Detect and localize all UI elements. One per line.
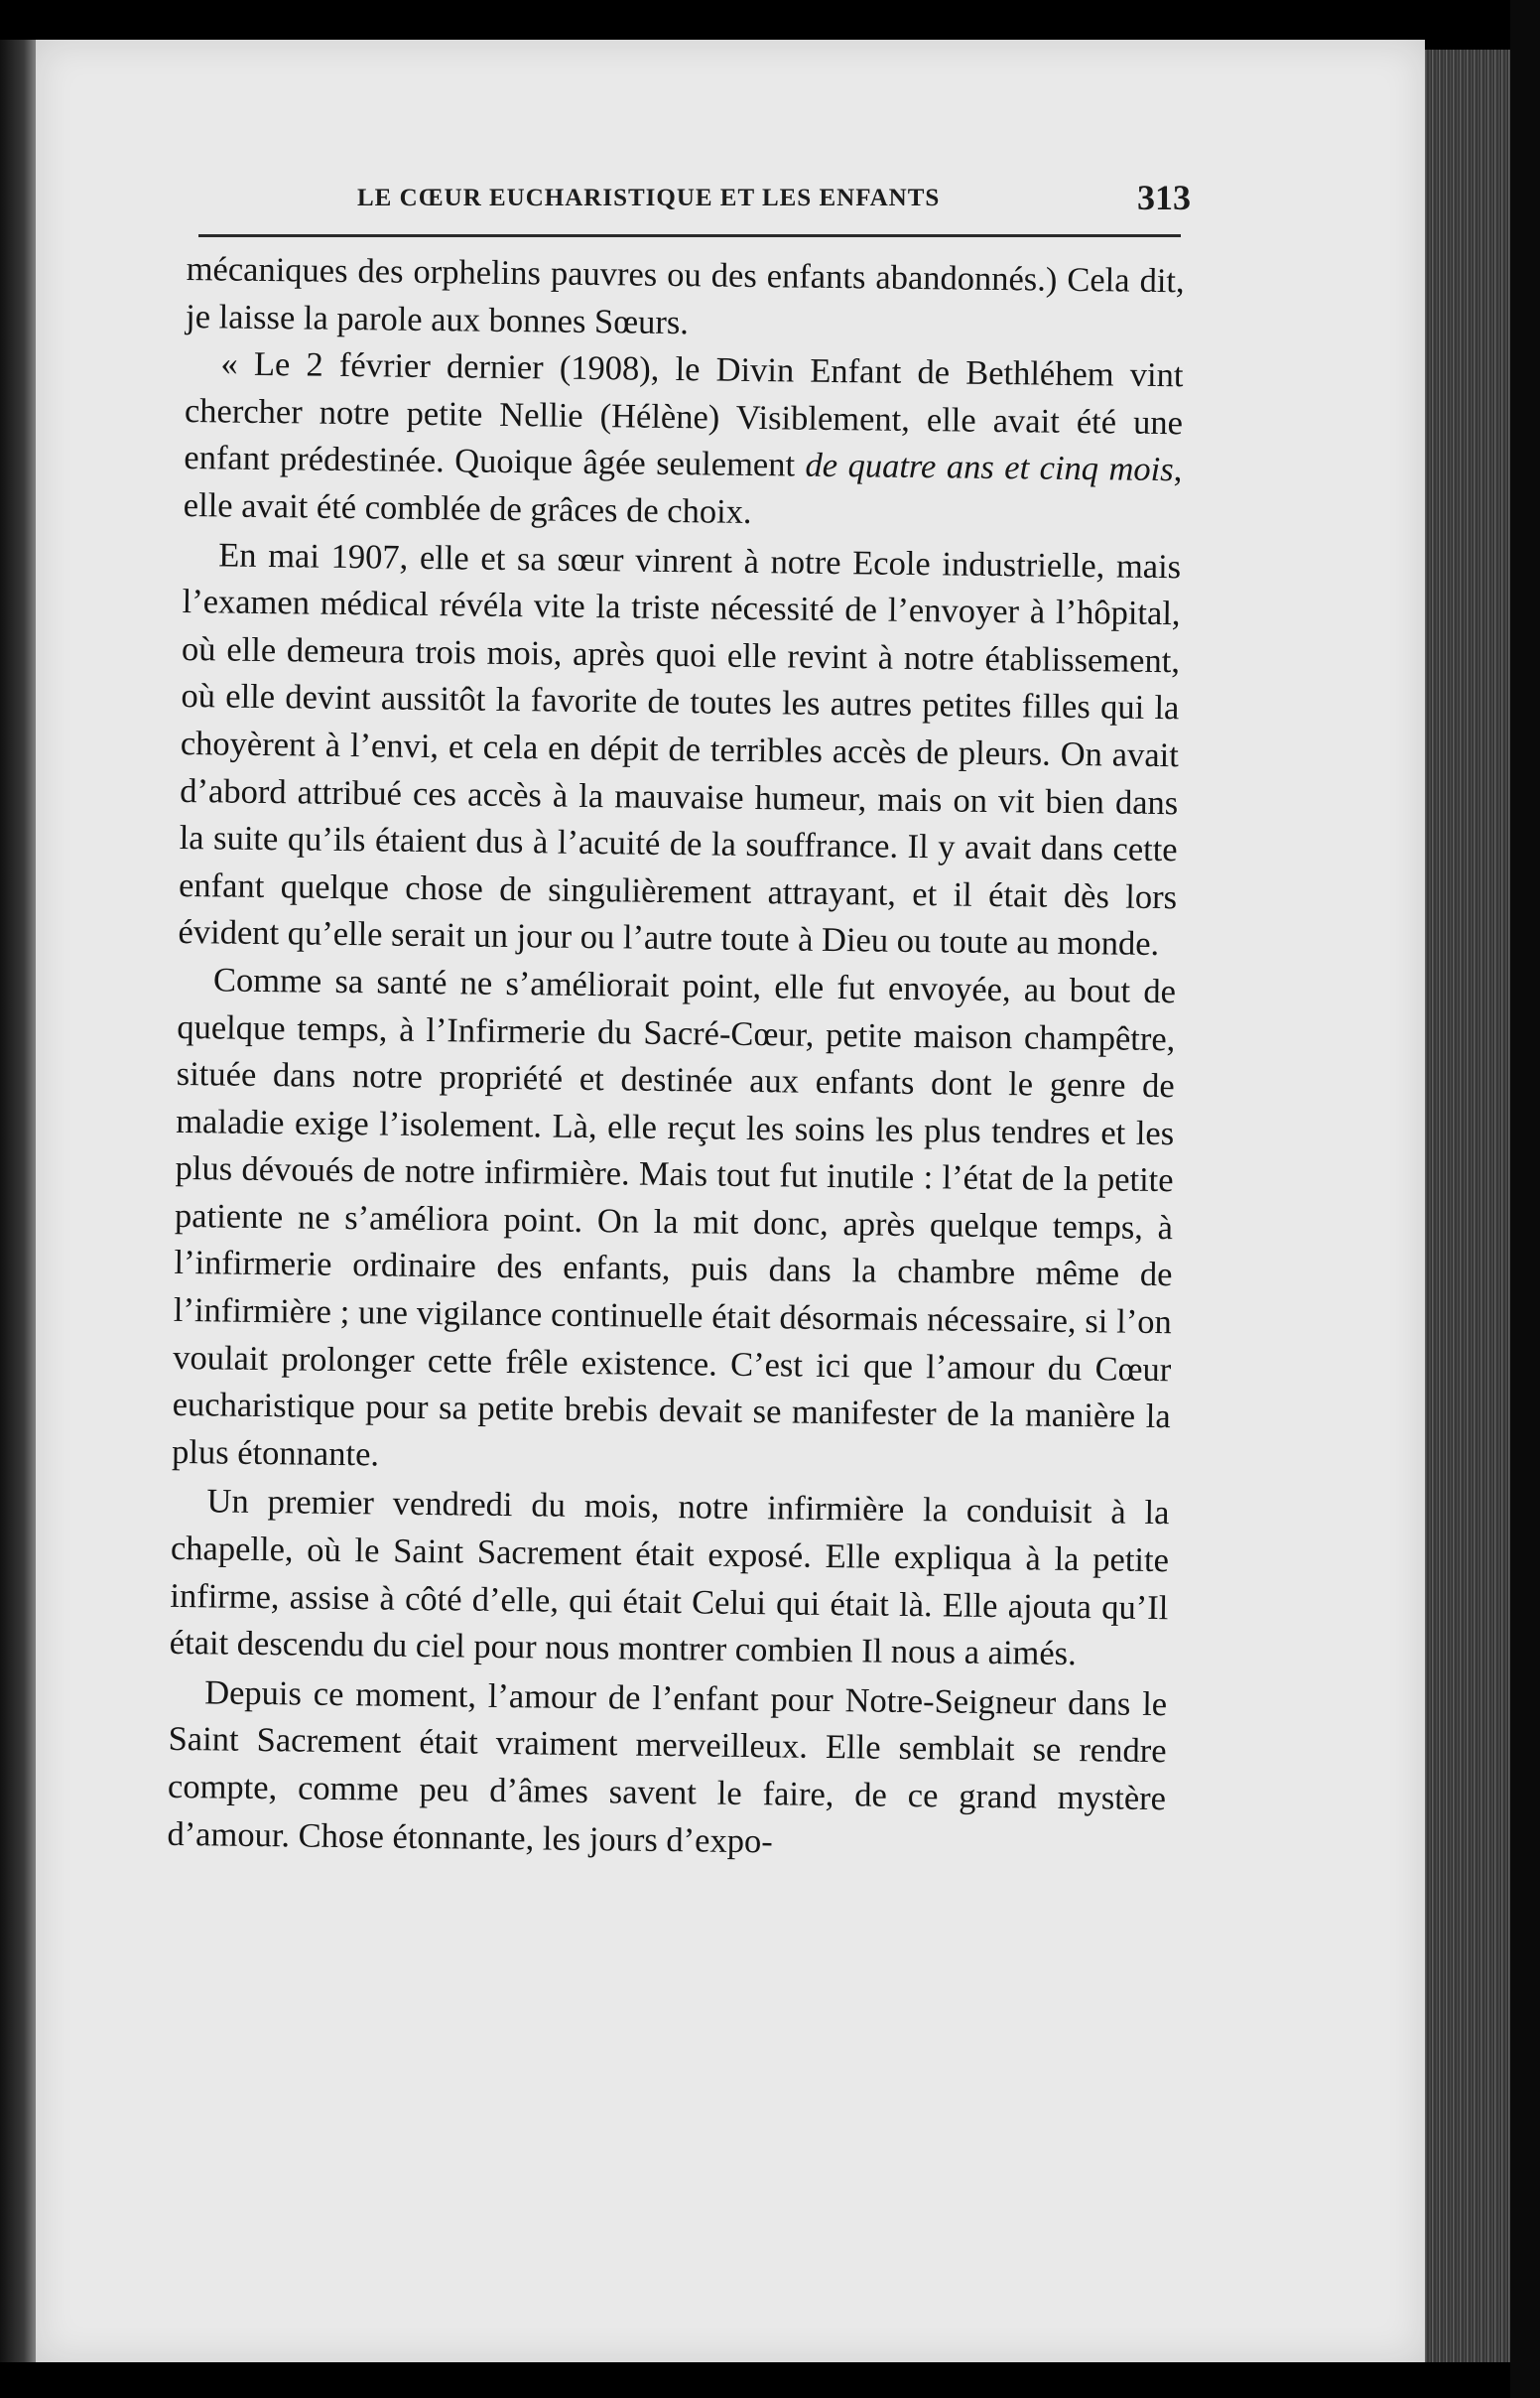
body-text (167, 246, 1185, 1870)
running-head: LE CŒUR EUCHARISTIQUE ET LES ENFANTS (357, 185, 941, 211)
paragraph-letter-quote (184, 340, 1184, 542)
paragraph: Depuis ce moment, l’amour de l’enfant pour Notre-Seigneur dans le Saint Sacrement était vraiment merveilleux. Elle semblait se rendre compte, comme peu d’âmes savent le faire, de ce grand mystère d’amour. Chose étonnante, les jours d’expo- (167, 1673, 1168, 1860)
page-number: 313 (1137, 178, 1191, 217)
page-header (198, 175, 1191, 234)
paragraph: Comme sa santé ne s’améliorait point, elle fut envoyée, au bout de quelque temps, à l’Infirmerie du Sacré-Cœur, petite maison champêtre, située dans notre propriété et destinée aux enfants dont le genre de maladie exige l’isolement. Là, elle reçut les soins les plus tendres et les plus dévoués de notre infirmière. Mais tout fut inutile : l’état de la petite patiente ne s’améliora point. On la mit donc, après quelque temps, à l’infirmerie ordinaire des enfants, puis dans la chambre même de l’infirmière ; une vigilance continuelle était désormais nécessaire, si l’on voulait prolonger cette frêle existence. C’est ici que l’amour du Cœur eucharistique pour sa petite brebis devait se manifester de la manière la plus étonnante. (171, 961, 1177, 1474)
book-gutter-left (0, 40, 40, 2362)
paragraph: Un premier vendredi du mois, notre infirmière la conduisit à la chapelle, où le Saint Sacrement était exposé. Elle expliqua à la petite infirme, assise à côté d’elle, qui était Celui qui était là. Elle ajouta qu’Il était descendu du ciel pour nous montrer combien Il nous a aimés. (169, 1482, 1170, 1673)
paragraph: En mai 1907, elle et sa sœur vinrent à notre Ecole industrielle, mais l’examen médical révéla vite la triste nécessité de l’envoyer à l’hôpital, où elle demeura trois mois, après quoi elle revint à notre établissement, où elle devint aussitôt la favorite de toutes les autres petites filles qui la choyèrent à l’envi, et cela en dépit de terribles accès de pleurs. On avait d’abord attribué ces accès à la mauvaise humeur, mais on vit bien dans la suite qu’ils étaient dus à l’acuité de la souffrance. Il y avait dans cette enfant quelque chose de singulièrement attrayant, et il était dès lors évident qu’elle serait un jour ou l’autre toute à Dieu ou toute au monde. (178, 535, 1182, 964)
paragraph-continued: mécaniques des orphelins pauvres ou des enfants abandonnés.) Cela dit, je laisse la parole aux bonnes Sœurs. (185, 249, 1185, 341)
header-rule (198, 234, 1181, 237)
page-stack-edge (1425, 50, 1510, 2362)
paragraph-text: , elle avait été comblée de grâces de choix. (183, 451, 1183, 531)
paragraph-text: « Le 2 février dernier (1908), le Divin Enfant de Bethléhem vint chercher notre petite Nellie (Hélène) Visiblement, elle avait été une enfant prédestinée. Quoique âgée seulement (184, 344, 1184, 485)
book-cover-edge (1510, 0, 1540, 2398)
italic-emphasis: de quatre ans et cinq mois (805, 447, 1174, 489)
